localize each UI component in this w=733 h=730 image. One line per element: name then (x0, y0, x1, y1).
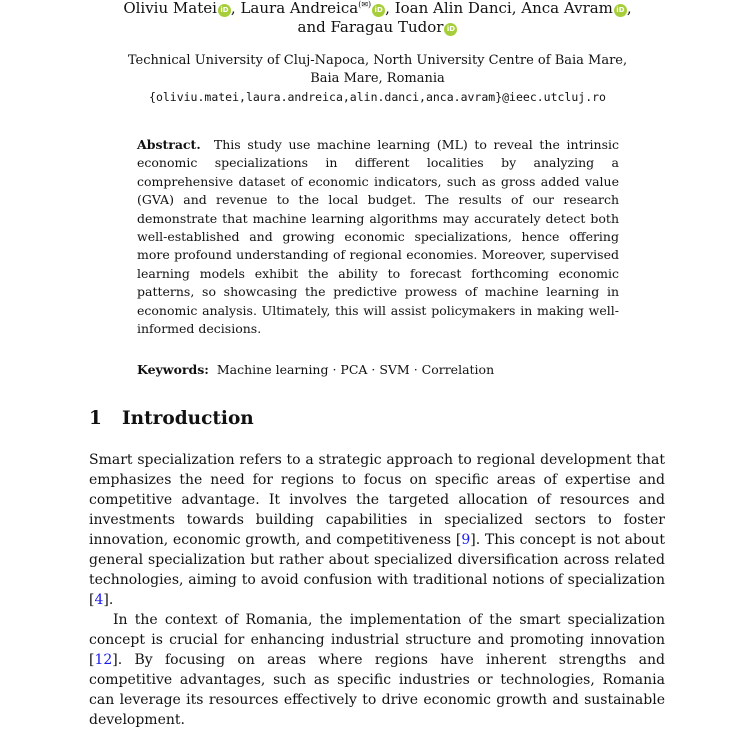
abstract-text: This study use machine learning (ML) to reveal the intrinsic economic specializations in different localities by analyzing a comprehensive dataset of economic indicators, such as gross added value (GVA) and revenue to the local budget. The results of our research demonstrate that machine learning algorithms may accurately detect both well-established and growing economic specializations, hence offering more profound understanding of regional economies. Moreover, supervised learning models exhibit the ability to forecast forthcoming economic patterns, so showcasing the predictive prowess of machine learning in economic analysis. Ultimately, this will assist policymakers in making well-informed decisions. (137, 137, 619, 337)
section-number: 1 (89, 408, 102, 429)
author-emails[interactable]: {oliviu.matei,laura.andreica,alin.danci,anca.avram}@ieec.utcluj.ro (149, 90, 606, 104)
paragraph-text: ]. This concept is not about general specialization but rather about specialized diversification across related technologies, aiming to avoid confusion with traditional notions of specialization [ (89, 532, 665, 608)
affiliation (0, 52, 733, 106)
orcid-icon[interactable]: iD (444, 23, 457, 36)
affiliation-line-1: Technical University of Cluj-Napoca, North University Centre of Baia Mare, (127, 53, 628, 68)
section-title: Introduction (122, 408, 254, 429)
author-name: Anca Avram (521, 0, 613, 17)
author-name: Laura Andreica (240, 0, 359, 17)
keywords-label: Keywords: (137, 362, 209, 377)
author-line-1: Oliviu Matei iD , Laura Andreica(✉)iD , Ioan Alin Danci, Anca Avram iD , (123, 0, 632, 17)
introduction-body (89, 450, 665, 730)
corresponding-author-envelope-icon: (✉) (358, 0, 372, 9)
author-name: Ioan Alin Danci (394, 0, 512, 17)
author-name: Oliviu Matei (123, 0, 217, 17)
abstract (137, 136, 619, 338)
paragraph-text: Smart specialization refers to a strategic approach to regional development that emphasizes the need for regions to focus on specific areas of expertise and competitive advantage. It involves the targeted allocation of resources and investments towards building capabilities in specialized sectors to foster innovation, economic growth, and competitiveness [ (89, 452, 665, 548)
paragraph-text: ]. (103, 592, 114, 608)
paragraph (89, 450, 665, 610)
paragraph (89, 610, 665, 730)
orcid-icon[interactable]: iD (372, 4, 385, 17)
orcid-icon[interactable]: iD (218, 4, 231, 17)
author-name: Faragau Tudor (330, 18, 444, 36)
author-line-2 (0, 18, 733, 37)
orcid-icon[interactable]: iD (614, 4, 627, 17)
section-heading (89, 406, 254, 432)
keywords-text: Machine learning · PCA · SVM · Correlation (216, 362, 495, 377)
author-list (0, 0, 733, 37)
citation-link[interactable]: 4 (94, 592, 104, 608)
citation-link[interactable]: 12 (94, 652, 113, 668)
affiliation-line-2: Baia Mare, Romania (310, 71, 445, 86)
abstract-label: Abstract. (137, 137, 201, 152)
paragraph-text: In the context of Romania, the implementation of the smart specialization concept is crucial for enhancing industrial structure and promoting innovation [ (89, 612, 665, 668)
author-conjunction: and (297, 18, 326, 36)
citation-link[interactable]: 9 (461, 532, 471, 548)
keywords (137, 361, 637, 379)
paragraph-text: ]. By focusing on areas where regions have inherent strengths and competitive advantages, such as specific industries or technologies, Romania can leverage its resources effectively to drive economic growth and sustainable development. (89, 652, 665, 728)
